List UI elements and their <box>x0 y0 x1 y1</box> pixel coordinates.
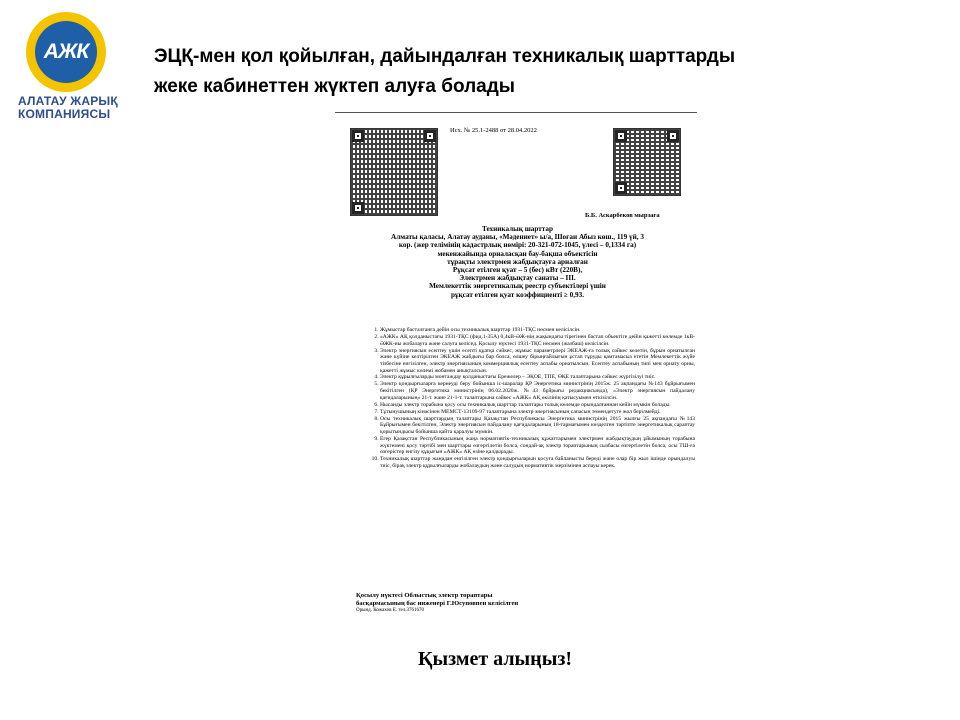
condition-item: 5. Электр қондырғыларға кернеуді беру бойынша іс-шаралар ҚР Энергетика министрінің 2015ж. 25 ақпандағы №143 бұйрығымен бекітілген (ҚР Энергетика министрінің 06.02.2020ж. №43 бұйрығы редакциясында), «Электр энергиясын пайдалану қағидаларының» 21-т. және 21-1-т. талаптарына сәйкес «АЖК» АҚ өкілінің қатысуымен өткізілсін. <box>380 381 695 401</box>
qr-code-left <box>350 128 438 216</box>
divider-line <box>335 112 697 113</box>
document-title-block <box>340 225 695 299</box>
title-line: Рұқсат етілген қуат – 5 (бес) кВт (220В), <box>452 266 583 275</box>
logo-line-1: АЛАТАУ ЖАРЫҚ <box>18 94 118 108</box>
executor-contact: Орынд. Кожахов Е. тел.3761670 <box>356 608 424 613</box>
technical-conditions-document <box>340 122 695 622</box>
title-line: Мемлекеттік энергетикалық реестр субъектілері үшін <box>429 282 606 291</box>
conditions-list <box>368 327 695 470</box>
title-line: кор. (жер телімінің кадастрлық нөмірі: 20-321-072-1045, үлесі – 0,1334 га) <box>398 241 637 250</box>
title-line: тұрақты электрмен жабдықтауға арналған <box>447 257 588 266</box>
document-footer <box>356 592 676 614</box>
condition-item: 9. Егер Қазақстан Республикасының жаңа нормативтік-техникалық құжаттарымен электрмен жабдықтаудың ұйымының торабына жүктемені қосу тәртібі мен шарттары өзгертілетін болса, сондай-ақ электр тораптарының сызбасы өзгертілетін болса, осы ТШ-ға өзгерістер енгізу құқығын «АЖК» АҚ өзіне қалдырады. <box>380 436 695 456</box>
page-headline <box>154 42 874 102</box>
condition-item: 8. Осы техникалық шарттардың талаптары Қазақстан Республикасы Энергетика министрінің 2015 жылғы 25 ақпандағы №143 Бұйрығымен бекітілген, Электр энергиясын пайдалану қағидаларының 18-тармағымен көзделген тәртіпте энергетикалық сараптау қорытындысы бойынша қайта қаралуы мүмкін. <box>380 416 695 436</box>
document-addressee: Б.Б. Аскарбеков мырзаға <box>585 212 660 219</box>
qr-finder-pattern <box>352 130 364 142</box>
headline-line-2: жеке кабинеттен жүктеп алуға болады <box>154 76 516 97</box>
logo-mark: АЖК <box>35 21 97 83</box>
logo-line-2: КОМПАНИЯСЫ <box>18 107 111 121</box>
condition-item: 3. Электр энергиясын есептеу үшін есепті құатқа сәйкес, жұмыс параметрлері ЭКЕАЖ-ға толық сәйкес келетін, бұрын орнатылған және күйіне келтірілген ЭКЕАЖ жабдығы бар болса, өлшеу бірыңғайлығын ұстап тұруды қамтамасыз ететін Мемлекеттік жүйе тізбесіне енгізілген, электр энергиясының коммерциялық есептеу аспабы орнатылсын. Есептеу аспабының типі мен орнату орны, қажетті жұмыс көлемі жобамен анықталсын. <box>380 348 695 375</box>
condition-item: 10. Техникалық шарттар жаңадан енгізілген электр қондырғыларын қосуға байланысты береді және олар бір жыл ішінде орындалуы тиіс, бірақ электр құрылғыларды жобалаудың және салудың нормативтік мерзімінен аспауы керек. <box>380 456 695 469</box>
qr-finder-pattern <box>615 130 627 142</box>
title-line: мекенжайында орналасқан бау-бақша объектісін <box>437 249 598 258</box>
title-line: Техникалық шарттар <box>481 225 554 233</box>
company-logo <box>18 12 118 121</box>
call-to-action: Қызмет алыңыз! <box>417 648 573 670</box>
condition-item: 1. Жұмыстар басталғанға дейін осы техникалық шарттар 1931-ТҚС нөсмен келісілсін. <box>380 327 695 334</box>
condition-item: 7. Тұтынушының кінәсінен МЕМСТ-13109-97 талаптарына электр энергиясының сапасын төмендетуге жол берілмейді. <box>380 409 695 416</box>
title-line: Алматы қаласы, Алатау ауданы, «Мәдениет» ы/а, Шоған Абыз көш., 119 үй, 3 <box>391 233 644 242</box>
qr-finder-pattern <box>667 130 679 142</box>
title-line: Электрмен жабдықтау санаты – III. <box>459 274 576 283</box>
qr-code-right <box>613 128 681 196</box>
condition-item: 6. Нысанды электр торабына қосу осы техникалық шарттар талаптары толық көлемде орындалғаннан кейін мүмкін болады. <box>380 402 695 409</box>
logo-wordmark <box>18 95 118 121</box>
qr-finder-pattern <box>352 202 364 214</box>
title-line: рұқсат етілген қуат коэффициенті ≥ 0,93. <box>450 290 585 299</box>
qr-finder-pattern <box>615 182 627 194</box>
footer-line-2: басқармасының бас инженері Г.Юсуповпен келісілген <box>356 600 519 607</box>
condition-item: 2. «АЖК» АҚ қолданыстағы 1931-ТҚС (фид.1-35А) 0,4кВ-ӘЖ-нің жақындағы тірегінен бастап объектіге дейін қажетті көлемде 1кВ-ӘЖК-ны жобалауға және салуға келісед. Қосылу нүктесі 1931-ТҚС нөсмен (жазбаш) келісілсін. <box>380 334 695 347</box>
condition-item: 4. Электр құрылғыларды монтаждау қолданыстағы Ережелер – ЭҚОЕ, ТПЕ, ӨҚЕ талаптарына сәйкес жүргізілуі тиіс. <box>380 374 695 381</box>
footer-line-1: Қосылу нүктесі Облыстық электр тораптары <box>356 592 493 599</box>
document-reference: Исх. № 25.1-2488 от 28.04.2022 <box>450 127 537 134</box>
qr-finder-pattern <box>424 130 436 142</box>
headline-line-1: ЭЦҚ-мен қол қойылған, дайындалған техникалық шарттарды <box>154 46 736 67</box>
logo-emblem <box>26 12 106 92</box>
